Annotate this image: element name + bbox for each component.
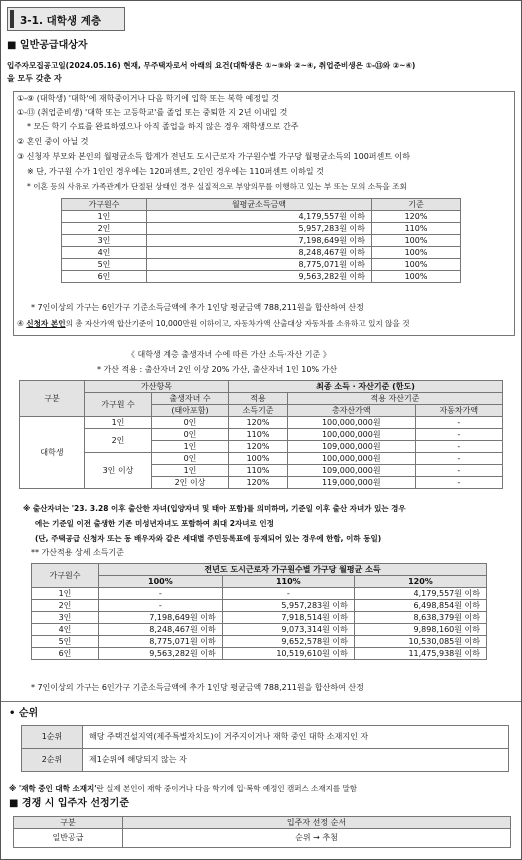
cell: - bbox=[415, 477, 502, 489]
income-header-amount: 월평균소득금액 bbox=[147, 199, 372, 211]
detail-income-table bbox=[31, 563, 487, 660]
cell: 8,775,071원 이하 bbox=[147, 259, 372, 271]
cell: 4,179,557원 이하 bbox=[147, 211, 372, 223]
add-h-group: 구분 bbox=[20, 381, 85, 417]
cell: - bbox=[99, 588, 223, 600]
cell: 109,000,000원 bbox=[288, 465, 416, 477]
add-h-apply: 적용 bbox=[229, 393, 288, 405]
item4-num: ④ bbox=[17, 319, 24, 328]
cell: 11,475,938원 이하 bbox=[354, 648, 486, 660]
cell: 9,563,282원 이하 bbox=[147, 271, 372, 283]
cell: 9,563,282원 이하 bbox=[99, 648, 223, 660]
table-row bbox=[20, 417, 503, 429]
rank-note-bold: ※ '재학 중인 대학 소재지' bbox=[9, 784, 97, 793]
section-title-box bbox=[7, 7, 125, 31]
table-row bbox=[14, 829, 511, 848]
cell: - bbox=[415, 441, 502, 453]
cell: 9,652,578원 이하 bbox=[222, 636, 354, 648]
table-row bbox=[62, 271, 461, 283]
rank-note bbox=[9, 784, 357, 794]
cell: 5,957,283원 이하 bbox=[222, 600, 354, 612]
cell: 100,000,000원 bbox=[288, 417, 416, 429]
add-h-asset: 적용 자산기준 bbox=[288, 393, 503, 405]
cell: 6인 bbox=[32, 648, 99, 660]
cell: 9,073,314원 이하 bbox=[222, 624, 354, 636]
birth-note-4: ** 가산적용 상세 소득기준 bbox=[31, 548, 124, 557]
cell: 110% bbox=[229, 429, 288, 441]
cell: 0인 bbox=[152, 429, 229, 441]
cell: 2인 bbox=[32, 600, 99, 612]
cell: 120% bbox=[229, 441, 288, 453]
cell: 3인 bbox=[62, 235, 147, 247]
cell: 4인 bbox=[32, 624, 99, 636]
add-member-2: 2인 bbox=[85, 429, 152, 453]
detail-h-100: 100% bbox=[99, 576, 223, 588]
table-row bbox=[32, 624, 487, 636]
cell: 100% bbox=[372, 247, 461, 259]
add-h-income: 소득기준 bbox=[229, 405, 288, 417]
comp-group-cell: 일반공급 bbox=[14, 829, 123, 848]
cell: 8,248,467원 이하 bbox=[99, 624, 223, 636]
cell: 1인 bbox=[62, 211, 147, 223]
income-header-members: 가구원수 bbox=[62, 199, 147, 211]
add-member-1: 1인 bbox=[85, 417, 152, 429]
cell: 7,198,649원 이하 bbox=[99, 612, 223, 624]
cell: 100,000,000원 bbox=[288, 429, 416, 441]
table-row bbox=[62, 259, 461, 271]
rank-1-desc: 해당 주택건설지역(제주특별자치도)이 거주지이거나 재학 중인 대학 소재지인 자 bbox=[83, 726, 509, 749]
section-title: 3-1. 대학생 계층 bbox=[20, 15, 101, 27]
cell: 8,638,379원 이하 bbox=[354, 612, 486, 624]
comp-h-group: 구분 bbox=[14, 817, 123, 829]
cell: 120% bbox=[372, 211, 461, 223]
cell: 1인 bbox=[152, 465, 229, 477]
cell: 5인 bbox=[32, 636, 99, 648]
cell: 4,179,557원 이하 bbox=[354, 588, 486, 600]
table-row bbox=[32, 648, 487, 660]
competition-table bbox=[13, 816, 511, 848]
req-item-1: ①-⑨ (대학생) '대학'에 재학중이거나 다음 학기에 입학 또는 복학 예정일 것 bbox=[17, 94, 279, 103]
cell: 100% bbox=[372, 235, 461, 247]
income-note: * 7인이상의 가구는 6인가구 기준소득금액에 추가 1인당 평균금액 788,211원을 합산하여 산정 bbox=[31, 303, 364, 312]
detail-h-110: 110% bbox=[222, 576, 354, 588]
cell: 8,248,467원 이하 bbox=[147, 247, 372, 259]
cell: - bbox=[415, 453, 502, 465]
cell: 120% bbox=[229, 417, 288, 429]
rank-2-desc: 제1순위에 해당되지 않는 자 bbox=[83, 749, 509, 772]
req-note-1: * 모든 학기 수료를 완료하였으나 아직 졸업을 하지 않은 경우 재학생으로 간주 bbox=[27, 122, 299, 131]
cell: 120% bbox=[229, 477, 288, 489]
cell: 6,498,854원 이하 bbox=[354, 600, 486, 612]
req-item-2: ①-⑬ (취업준비생) '대학 또는 고등학교'를 졸업 또는 중퇴한 지 2년 이내일 것 bbox=[17, 108, 288, 117]
cell: - bbox=[222, 588, 354, 600]
detail-h-members: 가구원수 bbox=[32, 564, 99, 588]
cell: 2인 이상 bbox=[152, 477, 229, 489]
cell: 7,198,649원 이하 bbox=[147, 235, 372, 247]
add-group-cell: 대학생 bbox=[20, 417, 85, 489]
intro-line-1: 입주자모집공고일(2024.05.16) 현재, 무주택자로서 아래의 요건(대학생은 ①~⑨와 ②~④, 취업준비생은 ①-⑬와 ②~④) bbox=[7, 61, 416, 70]
cell: 7,918,514원 이하 bbox=[222, 612, 354, 624]
add-h-final: 최종 소득 · 자산기준 (한도) bbox=[229, 381, 503, 393]
cell: 10,519,610원 이하 bbox=[222, 648, 354, 660]
cell: 5인 bbox=[62, 259, 147, 271]
cell: 2인 bbox=[62, 223, 147, 235]
add-member-3: 3인 이상 bbox=[85, 453, 152, 489]
cell: - bbox=[415, 417, 502, 429]
cell: 119,000,000원 bbox=[288, 477, 416, 489]
table-row bbox=[62, 247, 461, 259]
cell: 9,898,160원 이하 bbox=[354, 624, 486, 636]
table-row bbox=[22, 726, 509, 749]
table-row bbox=[20, 453, 503, 465]
birth-note-1: ※ 출산자녀는 '23. 3.28 이후 출산한 자녀(입양자녀 및 태아 포함)를 의미하며, 기준일 이후 출산 자녀가 있는 경우 bbox=[23, 504, 406, 513]
table-row bbox=[62, 223, 461, 235]
cell: - bbox=[99, 600, 223, 612]
add-h-members: 가구원 수 bbox=[85, 393, 152, 417]
rank-note-rest: 란 실제 본인이 재학 중이거나 다음 학기에 입·복학 예정인 캠퍼스 소재지를 말함 bbox=[96, 784, 357, 793]
table-row bbox=[62, 235, 461, 247]
req-note-2: ※ 단, 가구원 수가 1인인 경우에는 120퍼센트, 2인인 경우에는 110퍼센트 이하일 것 bbox=[27, 167, 324, 176]
req-note-3: * 이혼 등의 사유로 가족관계가 단절된 상태인 경우 실질적으로 부양의무를 이행하고 있는 부 또는 모의 소득을 조회 bbox=[27, 182, 407, 191]
table-row bbox=[22, 749, 509, 772]
table-row bbox=[32, 588, 487, 600]
rank-heading: • 순위 bbox=[9, 708, 39, 719]
add-h-car: 자동차가액 bbox=[415, 405, 502, 417]
cell: 100% bbox=[372, 271, 461, 283]
table-row bbox=[32, 600, 487, 612]
cell: 100% bbox=[372, 259, 461, 271]
cell: - bbox=[415, 465, 502, 477]
intro-line-2: 을 모두 갖춘 자 bbox=[7, 74, 62, 83]
income-table bbox=[61, 198, 461, 283]
cell: 5,957,283원 이하 bbox=[147, 223, 372, 235]
birth-note-2: 에는 기준일 이전 출생한 기존 미성년자녀도 포함하여 최대 2자녀로 인정 bbox=[35, 519, 274, 528]
cell: 10,530,085원 이하 bbox=[354, 636, 486, 648]
table-row bbox=[32, 612, 487, 624]
income-header-standard: 기준 bbox=[372, 199, 461, 211]
cell: 110% bbox=[372, 223, 461, 235]
addition-subtitle: * 가산 적용 : 출산자녀 2인 이상 20% 가산, 출산자녀 1인 10% 가산 bbox=[97, 365, 338, 374]
req-item-3: ② 혼인 중이 아닐 것 bbox=[17, 137, 89, 146]
add-h-add: 가산항목 bbox=[85, 381, 229, 393]
detail-note: * 7인이상의 가구는 6인가구 기준소득금액에 추가 1인당 평균금액 788,211원을 합산하여 산정 bbox=[31, 683, 364, 692]
table-row bbox=[32, 636, 487, 648]
cell: 100,000,000원 bbox=[288, 453, 416, 465]
cell: 1인 bbox=[32, 588, 99, 600]
add-h-children: 출생자녀 수 bbox=[152, 393, 229, 405]
add-h-children2: (태아포함) bbox=[152, 405, 229, 417]
item4-rest: 의 총 자산가액 합산기준이 10,000만원 이하이고, 자동차가액 산출대상 자동차를 소유하고 있지 않을 것 bbox=[65, 319, 410, 328]
birth-note-3: (단, 주택공급 신청자 또는 동 배우자와 같은 세대별 주민등록표에 등재되어 있는 경우에 한함, 이하 동일) bbox=[35, 534, 382, 543]
req-item-4: ③ 신청자 부모와 본인의 월평균소득 합계가 전년도 도시근로자 가구원수별 가구당 월평균소득의 100퍼센트 이하 bbox=[17, 152, 410, 161]
cell: 4인 bbox=[62, 247, 147, 259]
rank-1-label: 1순위 bbox=[22, 726, 83, 749]
add-h-total: 총자산가액 bbox=[288, 405, 416, 417]
detail-h-120: 120% bbox=[354, 576, 486, 588]
item4-bold: 신청자 본인 bbox=[26, 319, 66, 328]
cell: 8,775,071원 이하 bbox=[99, 636, 223, 648]
cell: 100% bbox=[229, 453, 288, 465]
cell: 6인 bbox=[62, 271, 147, 283]
cell: 3인 bbox=[32, 612, 99, 624]
table-row bbox=[62, 211, 461, 223]
cell: - bbox=[415, 429, 502, 441]
rank-2-label: 2순위 bbox=[22, 749, 83, 772]
competition-heading: ■ 경쟁 시 입주자 선정기준 bbox=[9, 798, 129, 809]
addition-title: 《 대학생 계층 출생자녀 수에 따른 가산 소득·자산 기준 》 bbox=[127, 350, 331, 359]
cell: 109,000,000원 bbox=[288, 441, 416, 453]
comp-h-order: 입주자 선정 순서 bbox=[123, 817, 511, 829]
req-item-5 bbox=[17, 319, 410, 329]
addition-table bbox=[19, 380, 503, 489]
cell: 0인 bbox=[152, 417, 229, 429]
divider bbox=[1, 701, 521, 702]
title-bar-marker bbox=[10, 10, 14, 28]
rank-table bbox=[21, 725, 509, 772]
table-row bbox=[20, 429, 503, 441]
general-supply-heading: ■ 일반공급대상자 bbox=[7, 40, 88, 51]
cell: 1인 bbox=[152, 441, 229, 453]
cell: 0인 bbox=[152, 453, 229, 465]
cell: 110% bbox=[229, 465, 288, 477]
detail-h-title: 전년도 도시근로자 가구원수별 가구당 월평균 소득 bbox=[99, 564, 487, 576]
comp-order-cell: 순위 → 추첨 bbox=[123, 829, 511, 848]
